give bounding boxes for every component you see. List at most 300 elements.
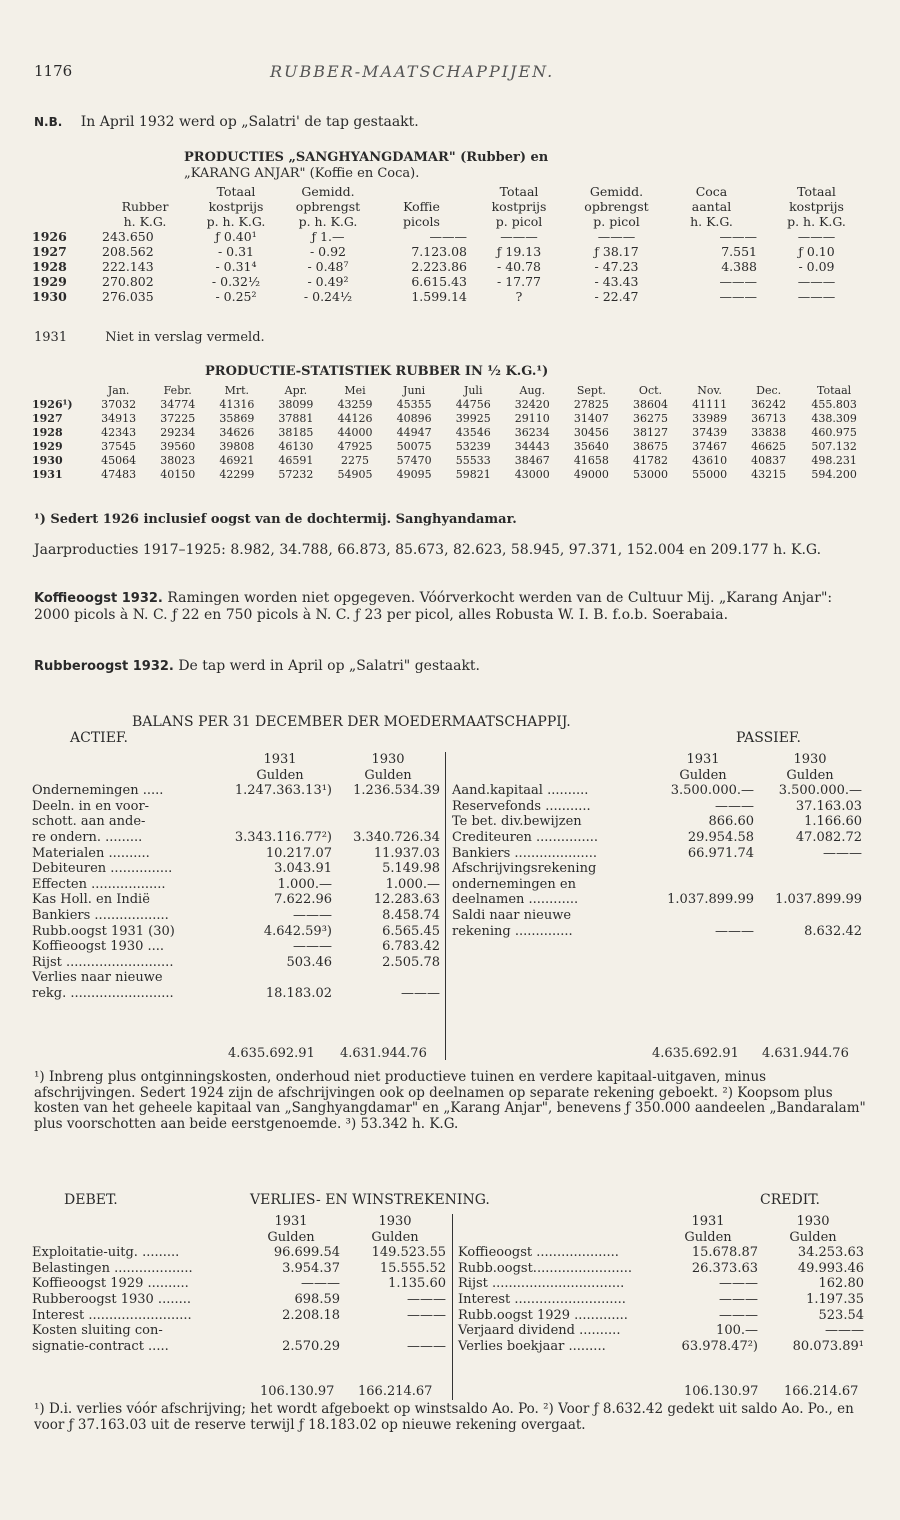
nb-text: In April 1932 werd op „Salatri' de tap gestaakt. <box>80 114 419 130</box>
credit-row-cell: 80.073.89¹ <box>792 1338 864 1354</box>
credit-row <box>456 1292 866 1308</box>
production-row-cell: ƒ 0.10 <box>798 244 835 259</box>
stats-row-cell: 32420 <box>514 398 550 412</box>
stats-header-row-cell: Sept. <box>576 384 606 398</box>
production-row-cell: 7.123.08 <box>411 244 467 259</box>
stats-row-cell: 41111 <box>692 398 728 412</box>
actief-row-cell: 1.000.— <box>277 876 332 892</box>
stats-row-cell: 42299 <box>219 468 255 482</box>
balans-actief-label: ACTIEF. <box>70 730 128 746</box>
stats-header-row-cell: Nov. <box>697 384 722 398</box>
stats-row-cell: 37032 <box>101 398 137 412</box>
production-header-row-cell: opbrengst <box>295 199 361 214</box>
actief-row-cell: 6.565.45 <box>382 923 440 939</box>
passief-row <box>450 908 864 924</box>
actief-row-cell: 1.236.534.39 <box>353 783 440 799</box>
production-row-cell: ——— <box>797 289 836 304</box>
credit-row-cell: Verjaard dividend .......... <box>458 1323 621 1339</box>
stats-row-cell: 59821 <box>455 468 491 482</box>
stats-row-cell: 1927 <box>32 412 63 426</box>
stats-header-row-cell: Febr. <box>163 384 192 398</box>
actief-row <box>30 908 442 924</box>
winst-credit-table <box>456 1214 866 1354</box>
production-row-cell: ——— <box>719 229 757 244</box>
production-header-row-cell: Gemidd. <box>589 184 644 199</box>
passief-row-cell: 1.037.899.99 <box>667 892 754 908</box>
jaarproducties: Jaarproducties 1917–1925: 8.982, 34.788, 66.873, 85.673, 82.623, 58.945, 97.371, 152.004 en 209.177 h. K.G. <box>34 542 822 558</box>
actief-row-cell: rekg. ......................... <box>32 985 174 1001</box>
actief-row-cell: Rijst .......................... <box>32 954 174 970</box>
stats-row-cell: 35869 <box>219 412 255 426</box>
production-row-cell: - 0.48⁷ <box>307 259 349 274</box>
passief-row <box>450 799 864 815</box>
production-table <box>30 184 874 304</box>
stats-header-row <box>30 384 870 398</box>
passief-row-cell: rekening .............. <box>452 923 573 939</box>
debet-row-cell: Exploitatie-uitg. ......... <box>32 1245 180 1261</box>
passief-unit: Gulden <box>786 767 834 783</box>
passief-row-cell: Saldi naar nieuwe <box>452 907 572 923</box>
passief-row-cell: ——— <box>715 923 754 939</box>
actief-row-cell: Rubb.oogst 1931 (30) <box>32 923 175 939</box>
passief-row <box>450 892 864 908</box>
stats-row <box>30 426 870 440</box>
stats-row-cell: 36275 <box>632 412 668 426</box>
stats-row-cell: 44126 <box>337 412 373 426</box>
actief-row-cell: 5.149.98 <box>382 861 440 877</box>
stats-row-cell: 455.803 <box>811 398 857 412</box>
stats-row-cell: 39560 <box>160 440 196 454</box>
stats-row-cell: 34626 <box>219 426 255 440</box>
actief-row-cell <box>334 799 442 815</box>
credit-row-cell: Koffieoogst .................... <box>458 1245 619 1261</box>
stats-row-cell: 36234 <box>514 426 550 440</box>
stats-row-cell: 41316 <box>219 398 255 412</box>
actief-row-cell <box>334 970 442 986</box>
passief-row-cell: 1.037.899.99 <box>775 892 862 908</box>
stats-header-row-cell: Aug. <box>519 384 546 398</box>
debet-row-cell: 2.208.18 <box>282 1307 340 1323</box>
stats-row-cell: 34774 <box>160 398 196 412</box>
winst-credit-total-1930: 166.214.67 <box>784 1384 859 1399</box>
stats-row-cell: 40150 <box>160 468 196 482</box>
credit-row-cell: ——— <box>719 1307 758 1323</box>
production-row-cell: ƒ 38.17 <box>594 244 639 259</box>
stats-row-cell: 37439 <box>692 426 728 440</box>
actief-row-cell <box>334 814 442 830</box>
debet-row-cell: ——— <box>407 1291 446 1307</box>
production-header-row-cell: p. h. K.G. <box>298 214 358 229</box>
actief-row-cell: Koffieoogst 1930 .... <box>32 939 165 955</box>
stats-row-cell: 45355 <box>396 398 432 412</box>
actief-row-cell: Effecten .................. <box>32 876 166 892</box>
production-header-row-cell: p. h. K.G. <box>787 214 846 229</box>
winst-title: VERLIES- EN WINSTREKENING. <box>250 1192 490 1208</box>
stats-row-cell: 44756 <box>455 398 491 412</box>
production-header-row-cell <box>100 184 190 199</box>
passief-row-cell: ——— <box>823 845 862 861</box>
credit-unit: Gulden <box>684 1229 732 1245</box>
production-header-row-cell <box>30 184 100 199</box>
production-row-cell: - 0.25² <box>215 289 257 304</box>
passief-row <box>450 783 864 799</box>
rubberoogst-paragraph <box>34 658 866 675</box>
stats-row-cell: 38127 <box>632 426 668 440</box>
production-row-cell: - 22.47 <box>594 289 639 304</box>
spacer <box>456 1214 656 1230</box>
stats-row-cell: 507.132 <box>811 440 857 454</box>
production-row-cell: 276.035 <box>102 289 154 304</box>
production-row-cell: 6.615.43 <box>411 274 467 289</box>
stats-row-cell: 53239 <box>455 440 491 454</box>
production-header-row-cell: h. K.G. <box>123 214 167 229</box>
credit-row-cell: 49.993.46 <box>797 1260 864 1276</box>
production-row-cell: - 17.77 <box>497 274 541 289</box>
stats-row-cell: 41782 <box>632 454 668 468</box>
stats-header-row-cell: Jan. <box>107 384 130 398</box>
production-row <box>30 229 874 244</box>
passief-year-header <box>450 752 864 768</box>
debet-unit: Gulden <box>371 1229 419 1245</box>
production-row-cell: 222.143 <box>102 259 154 274</box>
production-header-row-cell: p. h. K.G. <box>206 214 266 229</box>
debet-row-cell: 3.954.37 <box>282 1260 340 1276</box>
production-row-cell: ——— <box>719 274 757 289</box>
actief-row-cell: 1.247.363.13¹) <box>234 783 332 799</box>
balans-passief-total-1931: 4.635.692.91 <box>652 1046 739 1061</box>
production-header-row-cell: opbrengst <box>584 199 649 214</box>
production-header-row-cell <box>30 199 100 214</box>
spacer <box>450 768 650 784</box>
stats-row-cell: 38467 <box>514 454 550 468</box>
debet-row-cell: ——— <box>407 1338 446 1354</box>
production-row-cell: ——— <box>797 229 836 244</box>
passief-row-cell <box>756 877 864 893</box>
debet-row-cell: 96.699.54 <box>273 1245 340 1261</box>
passief-row-cell: Bankiers .................... <box>452 845 598 861</box>
actief-row <box>30 861 442 877</box>
production-row <box>30 274 874 289</box>
stats-row <box>30 454 870 468</box>
balans-footnote: ¹) Inbreng plus ontginningskosten, onderhoud niet productieve tuinen en verdere kapitaal-uitgaven, minus afschrijvingen. Sedert 1924 zijn de afschrijvingen ook op deelnamen op separate rekening geboekt. ²) Koopsom plus kosten van het geheele kapitaal van „Sanghyangdamar" en „Karang Anjar", benevens ƒ 350.000 aandeelen „Bandaralam" plus voorschotten aan beide eerstgenoemde. ³) 53.342 h. K.G. <box>34 1069 866 1132</box>
actief-row-cell: 10.217.07 <box>265 845 332 861</box>
actief-row <box>30 877 442 893</box>
debet-row-cell: 15.555.52 <box>379 1260 446 1276</box>
production-row-cell: - 0.49² <box>307 274 349 289</box>
spacer <box>456 1230 656 1246</box>
stats-footnote: ¹) Sedert 1926 inclusief oogst van de dochtermij. Sanghyandamar. <box>34 512 517 527</box>
actief-row-cell: 2.505.78 <box>382 954 440 970</box>
credit-row <box>456 1245 866 1261</box>
stats-header-row-cell: Totaal <box>817 384 852 398</box>
credit-row <box>456 1308 866 1324</box>
actief-row <box>30 846 442 862</box>
stats-row <box>30 398 870 412</box>
stats-row-cell: 43000 <box>514 468 550 482</box>
credit-row-cell: Interest ........................... <box>458 1291 626 1307</box>
stats-row-cell: 40896 <box>396 412 432 426</box>
balans-title: BALANS PER 31 DECEMBER DER MOEDERMAATSCHAPPIJ. <box>132 714 571 730</box>
production-row-cell: 1928 <box>32 259 67 274</box>
production-row-1931 <box>34 330 265 346</box>
actief-row <box>30 970 442 986</box>
actief-row-cell: 12.283.63 <box>373 892 440 908</box>
production-row-cell: 2.223.86 <box>411 259 467 274</box>
stats-header-row-cell: Juni <box>403 384 426 398</box>
production-header-row-cell: Rubber <box>121 199 169 214</box>
passief-unit: Gulden <box>679 767 727 783</box>
passief-year: 1930 <box>793 752 827 767</box>
row-year: 1931 <box>34 330 68 345</box>
credit-row <box>456 1339 866 1355</box>
passief-row-cell: 3.500.000.— <box>670 783 754 799</box>
actief-row-cell: 18.183.02 <box>265 985 332 1001</box>
debet-row-cell: Kosten sluiting con- <box>32 1323 163 1339</box>
stats-row <box>30 440 870 454</box>
production-row-cell: 208.562 <box>102 244 154 259</box>
production-row-cell: - 0.31⁴ <box>215 259 257 274</box>
rubberoogst-text: De tap werd in April op „Salatri" gestaakt. <box>178 658 481 674</box>
actief-row <box>30 955 442 971</box>
production-row-cell: 1926 <box>32 229 67 244</box>
passief-row-cell: 37.163.03 <box>795 798 862 814</box>
debet-year-header <box>30 1214 448 1230</box>
credit-row <box>456 1261 866 1277</box>
actief-row <box>30 939 442 955</box>
passief-row <box>450 846 864 862</box>
credit-unit: Gulden <box>789 1229 837 1245</box>
debet-row-cell: 149.523.55 <box>371 1245 446 1261</box>
koffieoogst-heading: Koffieoogst 1932. <box>34 591 163 606</box>
debet-row-cell <box>240 1323 342 1339</box>
actief-row-cell: Kas Holl. en Indië <box>32 892 150 908</box>
production-header-row-cell: h. K.G. <box>690 214 733 229</box>
actief-row-cell: ——— <box>401 985 440 1001</box>
actief-row-cell: 1.000.— <box>385 876 440 892</box>
debet-row-cell: 698.59 <box>294 1291 340 1307</box>
actief-unit: Gulden <box>256 767 304 783</box>
credit-row-cell: ——— <box>825 1323 864 1339</box>
stats-row-cell: 594.200 <box>811 468 857 482</box>
actief-row-cell: re ondern. ......... <box>32 829 143 845</box>
stats-row-cell: 46625 <box>751 440 787 454</box>
passief-row-cell <box>650 908 756 924</box>
passief-row-cell <box>650 877 756 893</box>
actief-row <box>30 783 442 799</box>
production-header-row-cell: kostprijs <box>491 199 547 214</box>
credit-year: 1931 <box>691 1214 725 1229</box>
stats-row-cell: 45064 <box>101 454 137 468</box>
production-header-row-cell <box>374 184 469 199</box>
passief-row <box>450 924 864 940</box>
credit-row-cell: Rubb.oogst 1929 ............. <box>458 1307 628 1323</box>
credit-row-cell: 1.197.35 <box>806 1291 864 1307</box>
debet-row <box>30 1339 448 1355</box>
balans-passief-table <box>450 752 864 939</box>
actief-row-cell: 4.642.59³) <box>263 923 332 939</box>
debet-row <box>30 1292 448 1308</box>
winst-debet-total-1931: 106.130.97 <box>260 1384 335 1399</box>
stats-row-cell: 57470 <box>396 454 432 468</box>
stats-row-cell: 438.309 <box>811 412 857 426</box>
actief-unit: Gulden <box>364 767 412 783</box>
production-header-row-cell: Coca <box>695 184 728 199</box>
stats-row-cell: 43259 <box>337 398 373 412</box>
passief-row-cell: Reservefonds ........... <box>452 798 591 814</box>
stats-row-cell: 44000 <box>337 426 373 440</box>
stats-row-cell: 1930 <box>32 454 63 468</box>
production-header-row <box>30 214 874 229</box>
stats-row-cell: 43215 <box>751 468 787 482</box>
passief-row-cell: Crediteuren ............... <box>452 829 599 845</box>
stats-row-cell: 31407 <box>573 412 609 426</box>
actief-row <box>30 799 442 815</box>
debet-row-cell: ——— <box>407 1307 446 1323</box>
actief-row-cell: Debiteuren ............... <box>32 861 173 877</box>
stats-row-cell: 46591 <box>278 454 314 468</box>
actief-row-cell: 503.46 <box>286 954 332 970</box>
debet-row-cell: Rubberoogst 1930 ........ <box>32 1291 191 1307</box>
stats-row-cell: 47483 <box>101 468 137 482</box>
production-row-cell: ? <box>515 289 523 304</box>
production-header-row-cell: aantal <box>691 199 732 214</box>
stats-row-cell: 33838 <box>751 426 787 440</box>
stats-row <box>30 468 870 482</box>
production-row <box>30 289 874 304</box>
stats-header-row-cell: Dec. <box>756 384 782 398</box>
stats-row-cell: 49000 <box>573 468 609 482</box>
stats-row-cell: 39925 <box>455 412 491 426</box>
actief-row-cell <box>226 799 334 815</box>
stats-row-cell: 37225 <box>160 412 196 426</box>
actief-row-cell: 7.622.96 <box>274 892 332 908</box>
stats-row-cell: 46921 <box>219 454 255 468</box>
credit-row-cell: ——— <box>719 1291 758 1307</box>
stats-row-cell: 54905 <box>337 468 373 482</box>
winst-divider <box>452 1214 453 1400</box>
production-row-cell: 1929 <box>32 274 67 289</box>
production-row-cell: ——— <box>500 229 538 244</box>
credit-row-cell: 63.978.47²) <box>681 1338 758 1354</box>
passief-row-cell: 29.954.58 <box>687 829 754 845</box>
nb-label: N.B. <box>34 115 63 129</box>
stats-header-row-cell: Apr. <box>284 384 308 398</box>
production-header-row-cell: Totaal <box>216 184 256 199</box>
stats-row-cell: 34443 <box>514 440 550 454</box>
production-row-cell: 243.650 <box>102 229 154 244</box>
actief-row-cell: ——— <box>293 907 332 923</box>
stats-row-cell: 36713 <box>751 412 787 426</box>
passief-row-cell: Afschrijvingsrekening <box>452 861 597 877</box>
credit-row <box>456 1323 866 1339</box>
production-row-cell: 1.599.14 <box>411 289 467 304</box>
winst-credit-label: CREDIT. <box>760 1192 820 1208</box>
credit-row-cell: 34.253.63 <box>797 1245 864 1261</box>
stats-row-cell: 38604 <box>632 398 668 412</box>
actief-row-cell <box>226 814 334 830</box>
stats-row-cell: 37545 <box>101 440 137 454</box>
stats-row-cell: 460.975 <box>811 426 857 440</box>
stats-row-cell: 38185 <box>278 426 314 440</box>
balans-actief-table <box>30 752 442 1002</box>
stats-header-row-cell: Mei <box>344 384 366 398</box>
passief-row-cell: Te bet. div.bewijzen <box>452 814 582 830</box>
running-title: RUBBER-MAATSCHAPPIJEN. <box>270 62 555 81</box>
actief-row-cell <box>226 970 334 986</box>
actief-row <box>30 814 442 830</box>
stats-row-cell: 1926¹) <box>32 398 73 412</box>
stats-row-cell: 30456 <box>573 426 609 440</box>
credit-row-cell: 100.— <box>716 1323 758 1339</box>
debet-row-cell: Belastingen ................... <box>32 1260 193 1276</box>
stats-row-cell: 1931 <box>32 468 63 482</box>
passief-row-cell: ondernemingen en <box>452 876 576 892</box>
page-number: 1176 <box>34 62 73 80</box>
stats-header-row-cell <box>30 384 89 398</box>
stats-row-cell: 37881 <box>278 412 314 426</box>
stats-title: PRODUCTIE-STATISTIEK RUBBER IN ½ K.G.¹) <box>205 364 549 379</box>
stats-row-cell: 29110 <box>514 412 550 426</box>
actief-year: 1931 <box>263 752 297 767</box>
stats-row-cell: 41658 <box>573 454 609 468</box>
spacer <box>30 1214 240 1230</box>
credit-row-cell: Rijst ................................ <box>458 1276 625 1292</box>
passief-row-cell: 3.500.000.— <box>778 783 862 799</box>
passief-row <box>450 877 864 893</box>
debet-row <box>30 1261 448 1277</box>
passief-year: 1931 <box>686 752 720 767</box>
stats-row-cell: 47925 <box>337 440 373 454</box>
passief-row-cell <box>756 908 864 924</box>
passief-row-cell <box>756 861 864 877</box>
stats-header-row-cell: Oct. <box>638 384 663 398</box>
production-row <box>30 244 874 259</box>
debet-year: 1930 <box>378 1214 412 1229</box>
actief-row-cell: 6.783.42 <box>382 939 440 955</box>
rubberoogst-heading: Rubberoogst 1932. <box>34 659 174 674</box>
stats-header-row-cell: Mrt. <box>224 384 250 398</box>
production-row-cell: - 40.78 <box>497 259 541 274</box>
production-header-row-cell: p. picol <box>593 214 640 229</box>
stats-row-cell: 33989 <box>692 412 728 426</box>
stats-row-cell: 50075 <box>396 440 432 454</box>
credit-year-header <box>456 1214 866 1230</box>
stats-row-cell: 1928 <box>32 426 63 440</box>
production-header-row-cell: p. picol <box>495 214 543 229</box>
production-header-row-cell: Totaal <box>499 184 539 199</box>
production-row-cell: ——— <box>797 274 836 289</box>
debet-row-cell: Interest ......................... <box>32 1307 192 1323</box>
stats-row-cell: 43546 <box>455 426 491 440</box>
passief-row-cell: ——— <box>715 798 754 814</box>
production-row-cell: - 43.43 <box>594 274 639 289</box>
stats-row-cell: 55000 <box>692 468 728 482</box>
stats-header-row-cell: Juli <box>463 384 483 398</box>
credit-row <box>456 1276 866 1292</box>
actief-unit-header <box>30 768 442 784</box>
stats-row-cell: 39808 <box>219 440 255 454</box>
winst-debet-table <box>30 1214 448 1354</box>
production-header-row-cell: Gemidd. <box>301 184 355 199</box>
stats-row <box>30 412 870 426</box>
actief-row <box>30 986 442 1002</box>
production-header-row-cell <box>30 214 100 229</box>
credit-row-cell: 162.80 <box>818 1276 864 1292</box>
production-row-cell: 4.388 <box>721 259 757 274</box>
debet-row-cell: Koffieoogst 1929 .......... <box>32 1276 189 1292</box>
passief-row-cell: 66.971.74 <box>687 845 754 861</box>
spacer <box>30 752 226 768</box>
